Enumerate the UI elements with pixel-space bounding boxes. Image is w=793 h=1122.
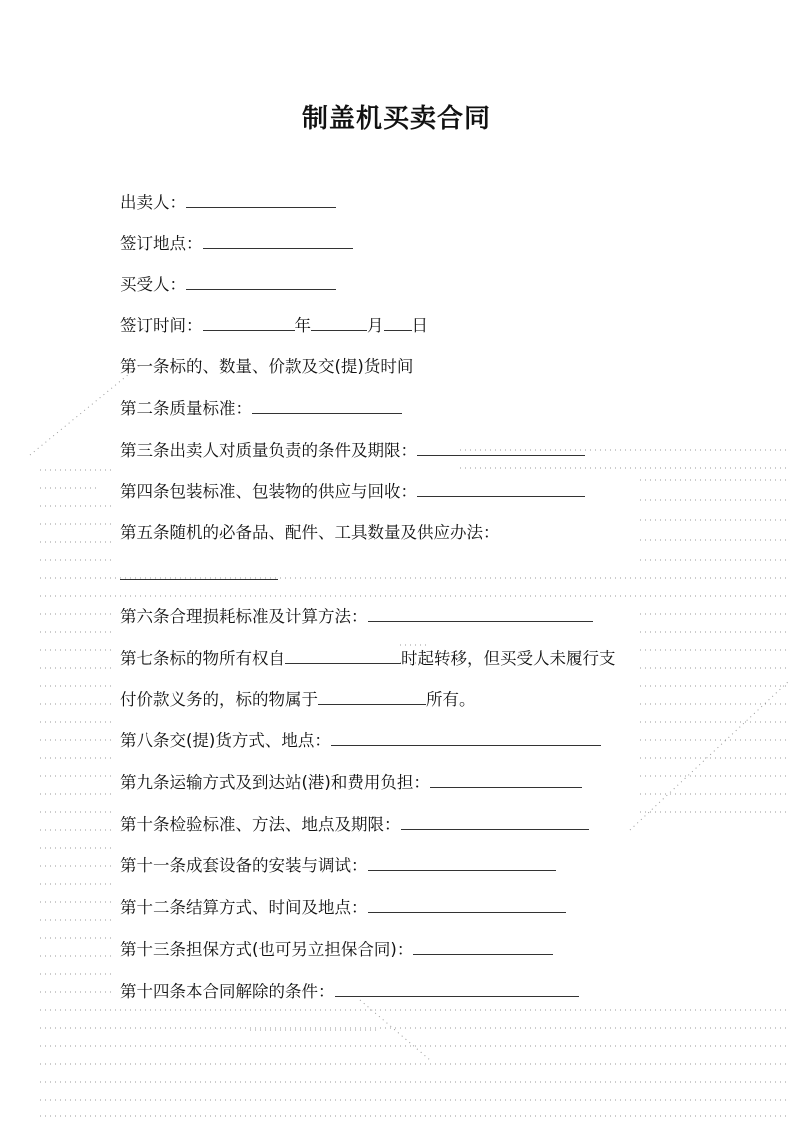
article-9 [120, 771, 582, 794]
place-label: 签订地点： [120, 234, 203, 253]
seller-label: 出卖人： [120, 193, 186, 212]
buyer-blank[interactable] [186, 273, 336, 290]
month-label: 月 [367, 316, 384, 335]
document-title: 制盖机买卖合同 [301, 104, 491, 134]
article-3 [120, 439, 585, 462]
article-3-blank[interactable] [417, 439, 585, 456]
article-7 [120, 647, 616, 670]
article-2 [120, 397, 402, 420]
article-1-text: 第一条标的、数量、价款及交(提)货时间 [120, 357, 414, 376]
article-14-text: 第十四条本合同解除的条件： [120, 982, 335, 1001]
article-10-text: 第十条检验标准、方法、地点及期限： [120, 815, 401, 834]
place-field [120, 232, 353, 255]
place-blank[interactable] [203, 232, 353, 249]
article-14-blank[interactable] [335, 980, 579, 997]
article-9-text: 第九条运输方式及到达站(港)和费用负担： [120, 773, 430, 792]
article-6-text: 第六条合理损耗标准及计算方法： [120, 607, 368, 626]
article-5-text: 第五条随机的必备品、配件、工具数量及供应办法： [120, 523, 500, 542]
article-7-text-b: 时起转移，但买受人未履行支 [401, 649, 616, 668]
buyer-label: 买受人： [120, 275, 186, 294]
article-13-blank[interactable] [413, 938, 553, 955]
seller-blank[interactable] [186, 191, 336, 208]
article-7-text-d: 所有。 [426, 690, 476, 709]
time-field [120, 314, 428, 337]
article-10-blank[interactable] [401, 813, 589, 830]
article-7-blank-b[interactable] [318, 688, 426, 705]
article-5 [120, 522, 500, 544]
year-blank[interactable] [203, 314, 295, 331]
article-7-continuation [120, 688, 476, 711]
article-11-blank[interactable] [368, 854, 556, 871]
article-4-text: 第四条包装标准、包装物的供应与回收： [120, 482, 417, 501]
article-10 [120, 813, 589, 836]
article-1 [120, 356, 413, 378]
article-12-text: 第十二条结算方式、时间及地点： [120, 898, 368, 917]
year-label: 年 [294, 316, 311, 335]
article-9-blank[interactable] [430, 771, 582, 788]
article-3-text: 第三条出卖人对质量负责的条件及期限： [120, 441, 417, 460]
article-11 [120, 854, 556, 877]
seller-field [120, 191, 336, 214]
article-11-text: 第十一条成套设备的安装与调试： [120, 856, 368, 875]
article-2-blank[interactable] [252, 397, 402, 414]
day-label: 日 [411, 316, 428, 335]
article-6-blank[interactable] [368, 605, 593, 622]
month-blank[interactable] [311, 314, 367, 331]
article-8-text: 第八条交(提)货方式、地点： [120, 731, 331, 750]
time-label: 签订时间： [120, 316, 203, 335]
article-13 [120, 938, 553, 961]
article-7-blank-a[interactable] [285, 647, 401, 664]
article-12 [120, 896, 566, 919]
article-8-blank[interactable] [331, 729, 601, 746]
article-8 [120, 729, 601, 752]
article-6 [120, 605, 593, 628]
article-5-blank[interactable] [120, 563, 278, 580]
article-13-text: 第十三条担保方式(也可另立担保合同)： [120, 940, 414, 959]
article-12-blank[interactable] [368, 896, 566, 913]
day-blank[interactable] [384, 314, 412, 331]
article-14 [120, 980, 579, 1003]
article-4-blank[interactable] [417, 480, 585, 497]
article-4 [120, 480, 585, 503]
article-7-text-a: 第七条标的物所有权自 [120, 649, 285, 668]
article-7-text-c: 付价款义务的，标的物属于 [120, 690, 318, 709]
article-5-continuation [120, 563, 278, 586]
article-2-text: 第二条质量标准： [120, 399, 252, 418]
buyer-field [120, 273, 336, 296]
